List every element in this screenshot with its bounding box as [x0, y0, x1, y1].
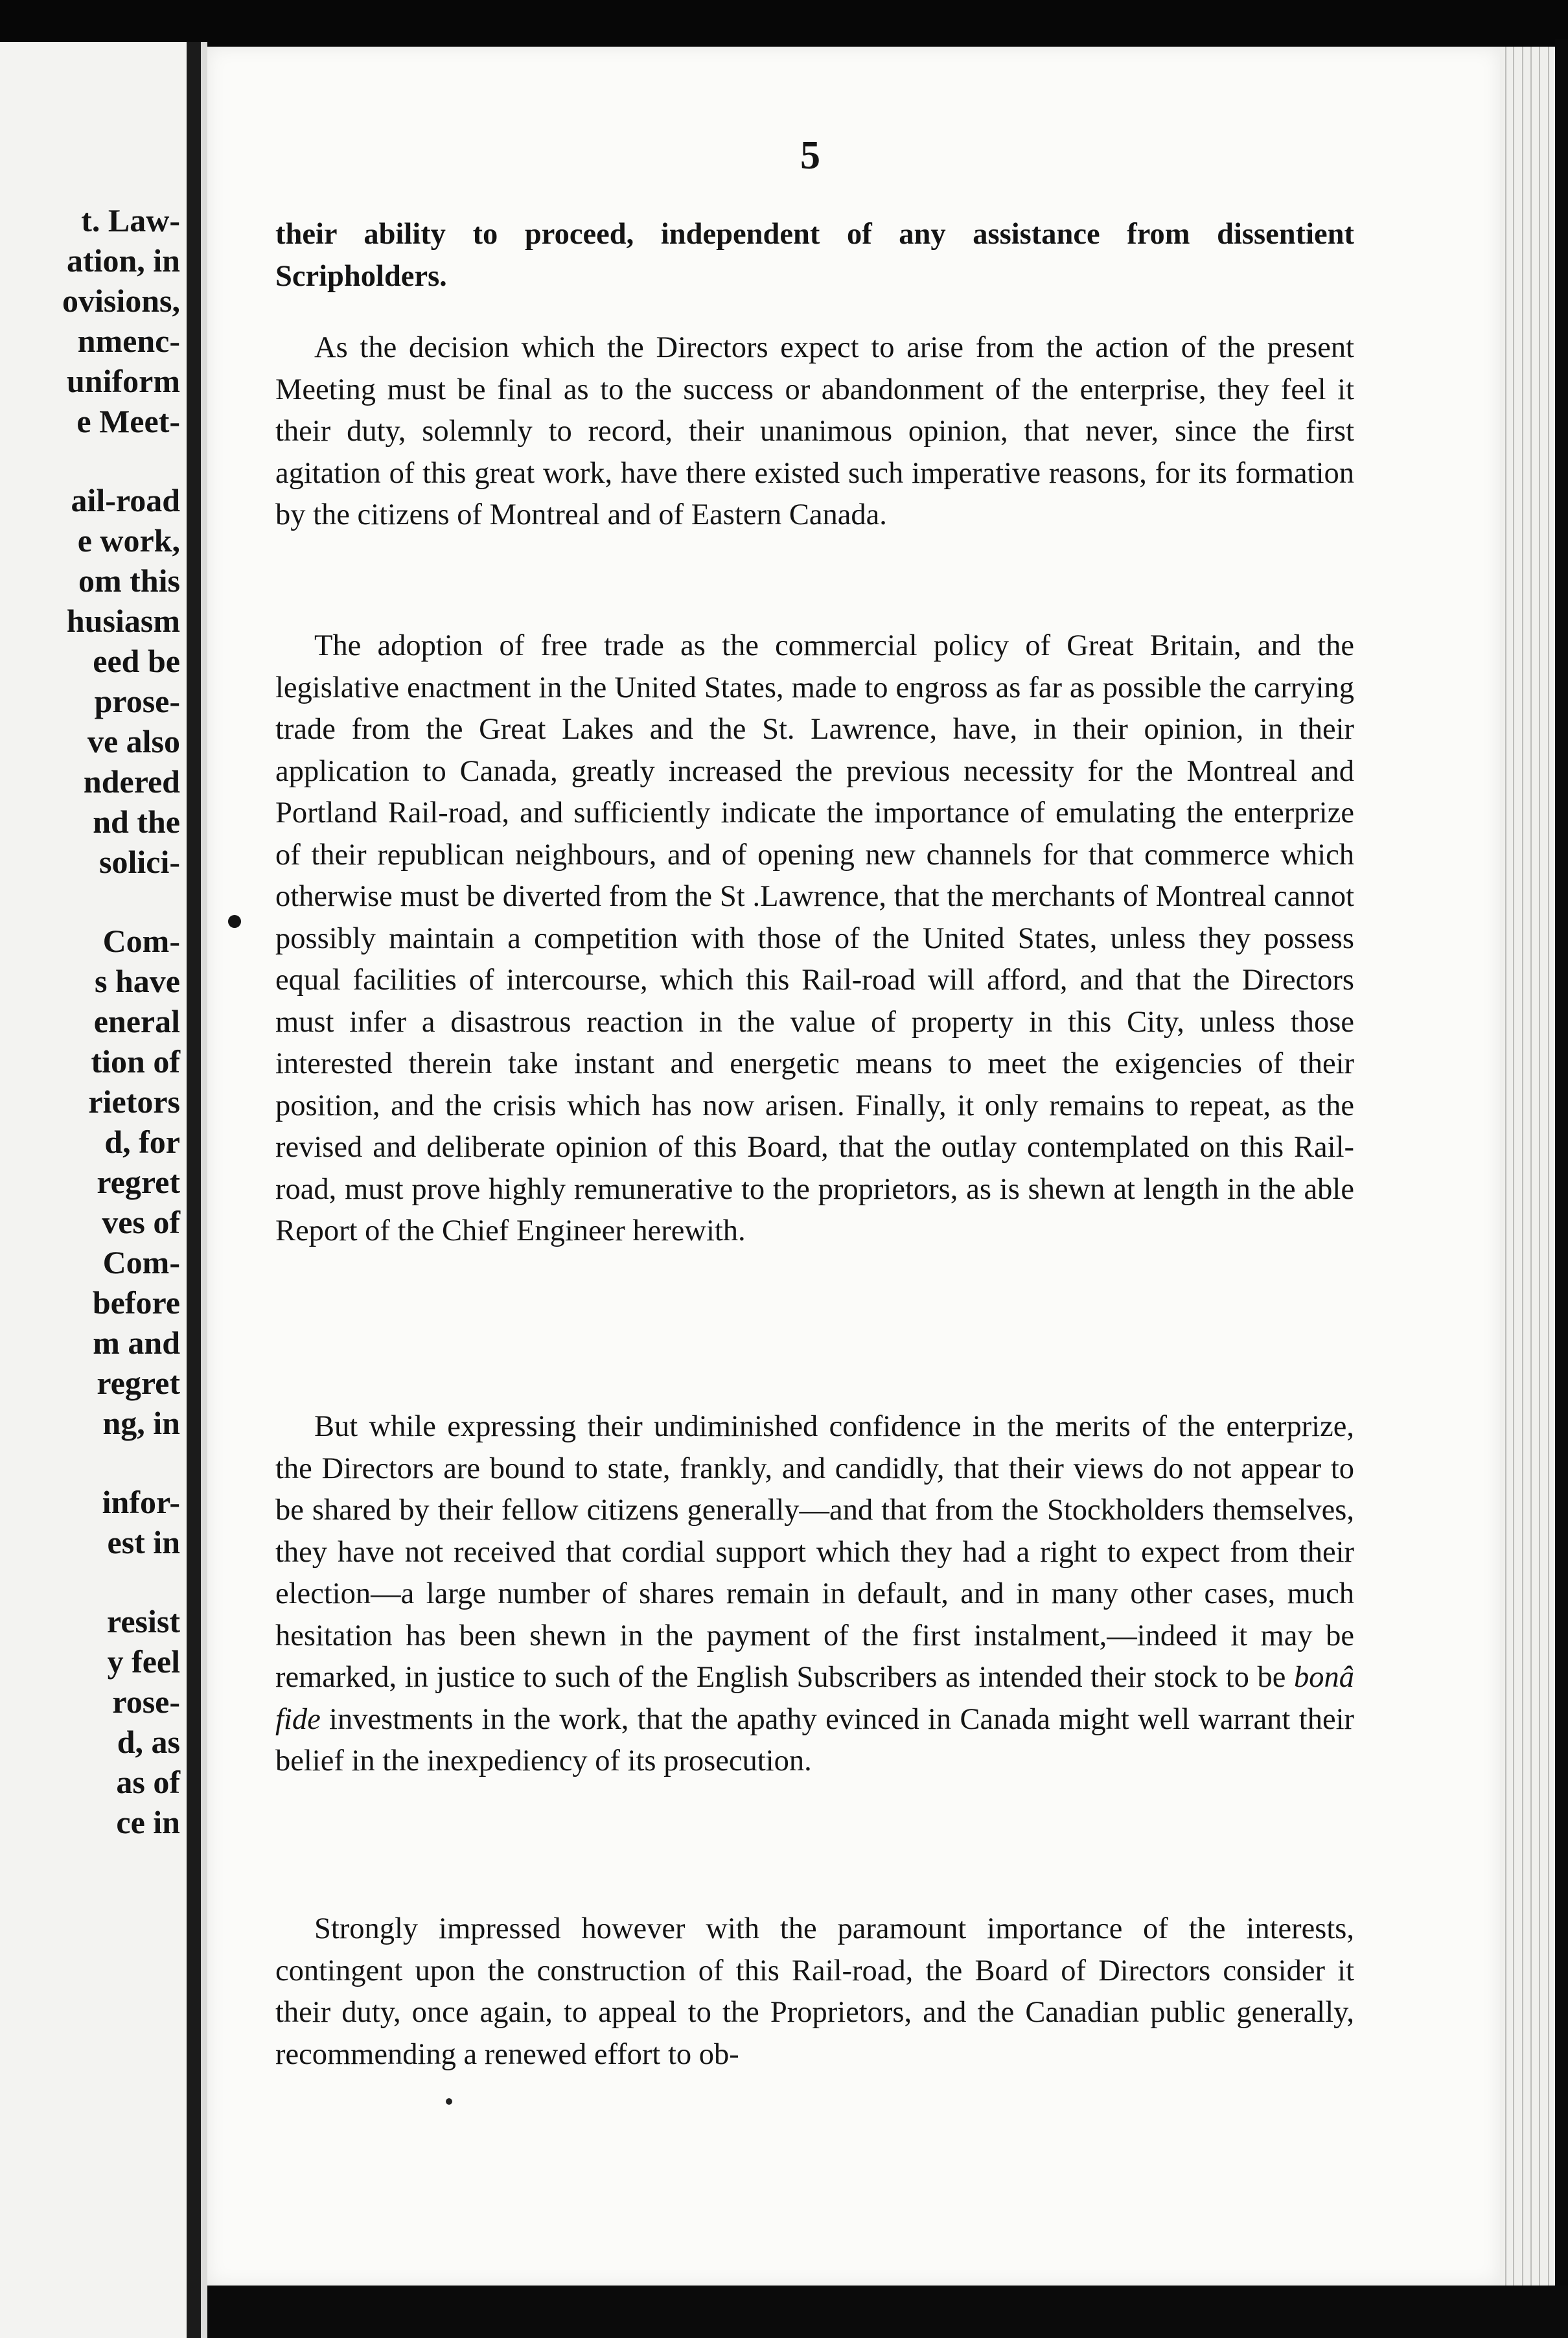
- paragraph-4-text: Strongly impressed however with the paramount importance of the interests, contingent upon the construction of this Rail-road, the Board of Directors consider it their duty, once again, to appeal to the Proprietors, and the Canadian public generally, recommending a renewed effort to ob-: [275, 1912, 1354, 2071]
- facing-page-line: rose-: [112, 1684, 180, 1720]
- paragraph-3-italic: bonâ fide: [275, 1661, 1354, 1736]
- facing-page-line: ve also: [87, 723, 180, 759]
- facing-page-line: nmenc-: [77, 323, 180, 359]
- book-gutter: [187, 42, 201, 2338]
- facing-page-line: eed be: [93, 643, 180, 679]
- facing-page-line: Com-: [102, 923, 180, 959]
- facing-page-line: before: [92, 1284, 180, 1321]
- facing-page-line: ail-road: [71, 482, 180, 518]
- facing-page-line: nd the: [93, 804, 180, 840]
- facing-page-line: ation, in: [66, 242, 180, 279]
- facing-page-line: solici-: [99, 844, 180, 880]
- paragraph-appeal: [275, 1908, 1354, 2076]
- paragraph-2-text: The adoption of free trade as the commercial policy of Great Britain, and the legislative enactment in the United States, made to engross as far as possible the carrying trade from the Great Lakes and the St. Lawrence, have, in their opinion, in their application to Canada, greatly increased the previous necessity for the Montreal and Portland Rail-road, and sufficiently indicate the importance of emulating the enterprize of their republican neighbours, and of opening new channels for that commerce which otherwise must be diverted from the St .Lawrence, that the merchants of Montreal cannot possibly maintain a competition with those of the United States, unless they possess equal facilities of intercourse, which this Rail-road will afford, and that the Directors must infer a disastrous reaction in the value of property in this City, unless those interested therein take instant and energetic means to meet the exigencies of their position, and the crisis which has now arisen. Finally, it only remains to repeat, as the revised and deliberate opinion of this Board, that the outlay contemplated on this Rail-road, must prove highly remunerative to the proprietors, as is shewn at length in the able Report of the Chief Engineer herewith.: [275, 629, 1354, 1247]
- facing-page-line: uniform: [67, 363, 180, 399]
- facing-page-line: t. Law-: [81, 202, 180, 238]
- scan-frame-top: [0, 0, 1568, 49]
- scan-frame-right: [1555, 39, 1568, 2338]
- margin-ink-dot: [228, 915, 241, 928]
- facing-page-line: ng, in: [102, 1405, 180, 1441]
- facing-page-line: e Meet-: [76, 403, 180, 439]
- paragraph-3-text: [275, 1406, 1354, 1783]
- facing-page-line: ndered: [83, 763, 180, 800]
- facing-page-line: rietors: [88, 1083, 180, 1120]
- paragraph-free-trade: [275, 625, 1354, 1253]
- facing-page-line: ves of: [102, 1204, 180, 1240]
- page-stack-edge: [1500, 47, 1555, 2321]
- facing-page-line: infor-: [102, 1484, 180, 1520]
- facing-page-line: tion of: [91, 1043, 180, 1080]
- paragraph-3-part-2: investments in the work, that the apathy evinced in Canada might well warrant their belief in the inexpediency of its prosecution.: [275, 1702, 1354, 1777]
- facing-page-line: m and: [93, 1325, 180, 1361]
- paragraph-confidence: [275, 1406, 1354, 1783]
- paragraph-1-text: As the decision which the Directors expect to arise from the action of the present Meeting must be final as to the success or abandonment of the enterprise, they feel it their duty, solemnly to record, their unanimous opinion, that never, since the first agitation of this great work, have there existed such imperative reasons, for its formation by the citizens of Montreal and of Eastern Canada.: [275, 331, 1354, 531]
- facing-page-line: om this: [78, 562, 180, 599]
- facing-page-line: resist: [107, 1603, 180, 1639]
- gutter-highlight: [201, 42, 207, 2338]
- scan-frame-bottom: [207, 2286, 1568, 2338]
- page-speck: [446, 2098, 452, 2105]
- facing-page-line: eneral: [93, 1003, 180, 1039]
- intro-text: their ability to proceed, independent of any assistance from dissentient Scripholders.: [275, 218, 1354, 293]
- facing-page-line: ovisions,: [62, 283, 180, 319]
- facing-page-line: s have: [95, 963, 180, 999]
- facing-page-line: regret: [97, 1365, 180, 1401]
- facing-page-line: d, as: [117, 1724, 180, 1760]
- facing-page-line: regret: [97, 1164, 180, 1200]
- facing-page-line: est in: [107, 1524, 180, 1560]
- facing-page-line: prose-: [94, 683, 180, 719]
- facing-page-line: e work,: [77, 522, 180, 559]
- intro-paragraph: [275, 214, 1354, 297]
- facing-page-line: d, for: [104, 1124, 180, 1160]
- facing-page-line: Com-: [102, 1244, 180, 1280]
- paragraph-3-part-1: But while expressing their undiminished confidence in the merits of the enterprize, the Directors are bound to state, frankly, and candidly, that their views do not appear to be shared by their fellow citizens generally—and that from the Stockholders themselves, they have not received that cordial support which they had a right to expect from their election—a large number of shares remain in default, and in many other cases, much hesitation has been shewn in the payment of the first instalment,—indeed it may be remarked, in justice to such of the English Subscribers as intended their stock to be: [275, 1410, 1354, 1694]
- facing-page-line: y feel: [107, 1643, 180, 1680]
- facing-page-edge: [0, 42, 189, 2338]
- facing-page-line: husiasm: [66, 603, 180, 639]
- facing-page-line: as of: [116, 1764, 180, 1800]
- facing-page-line: ce in: [116, 1804, 180, 1840]
- paragraph-decision: [275, 327, 1354, 537]
- page-number: 5: [800, 133, 820, 178]
